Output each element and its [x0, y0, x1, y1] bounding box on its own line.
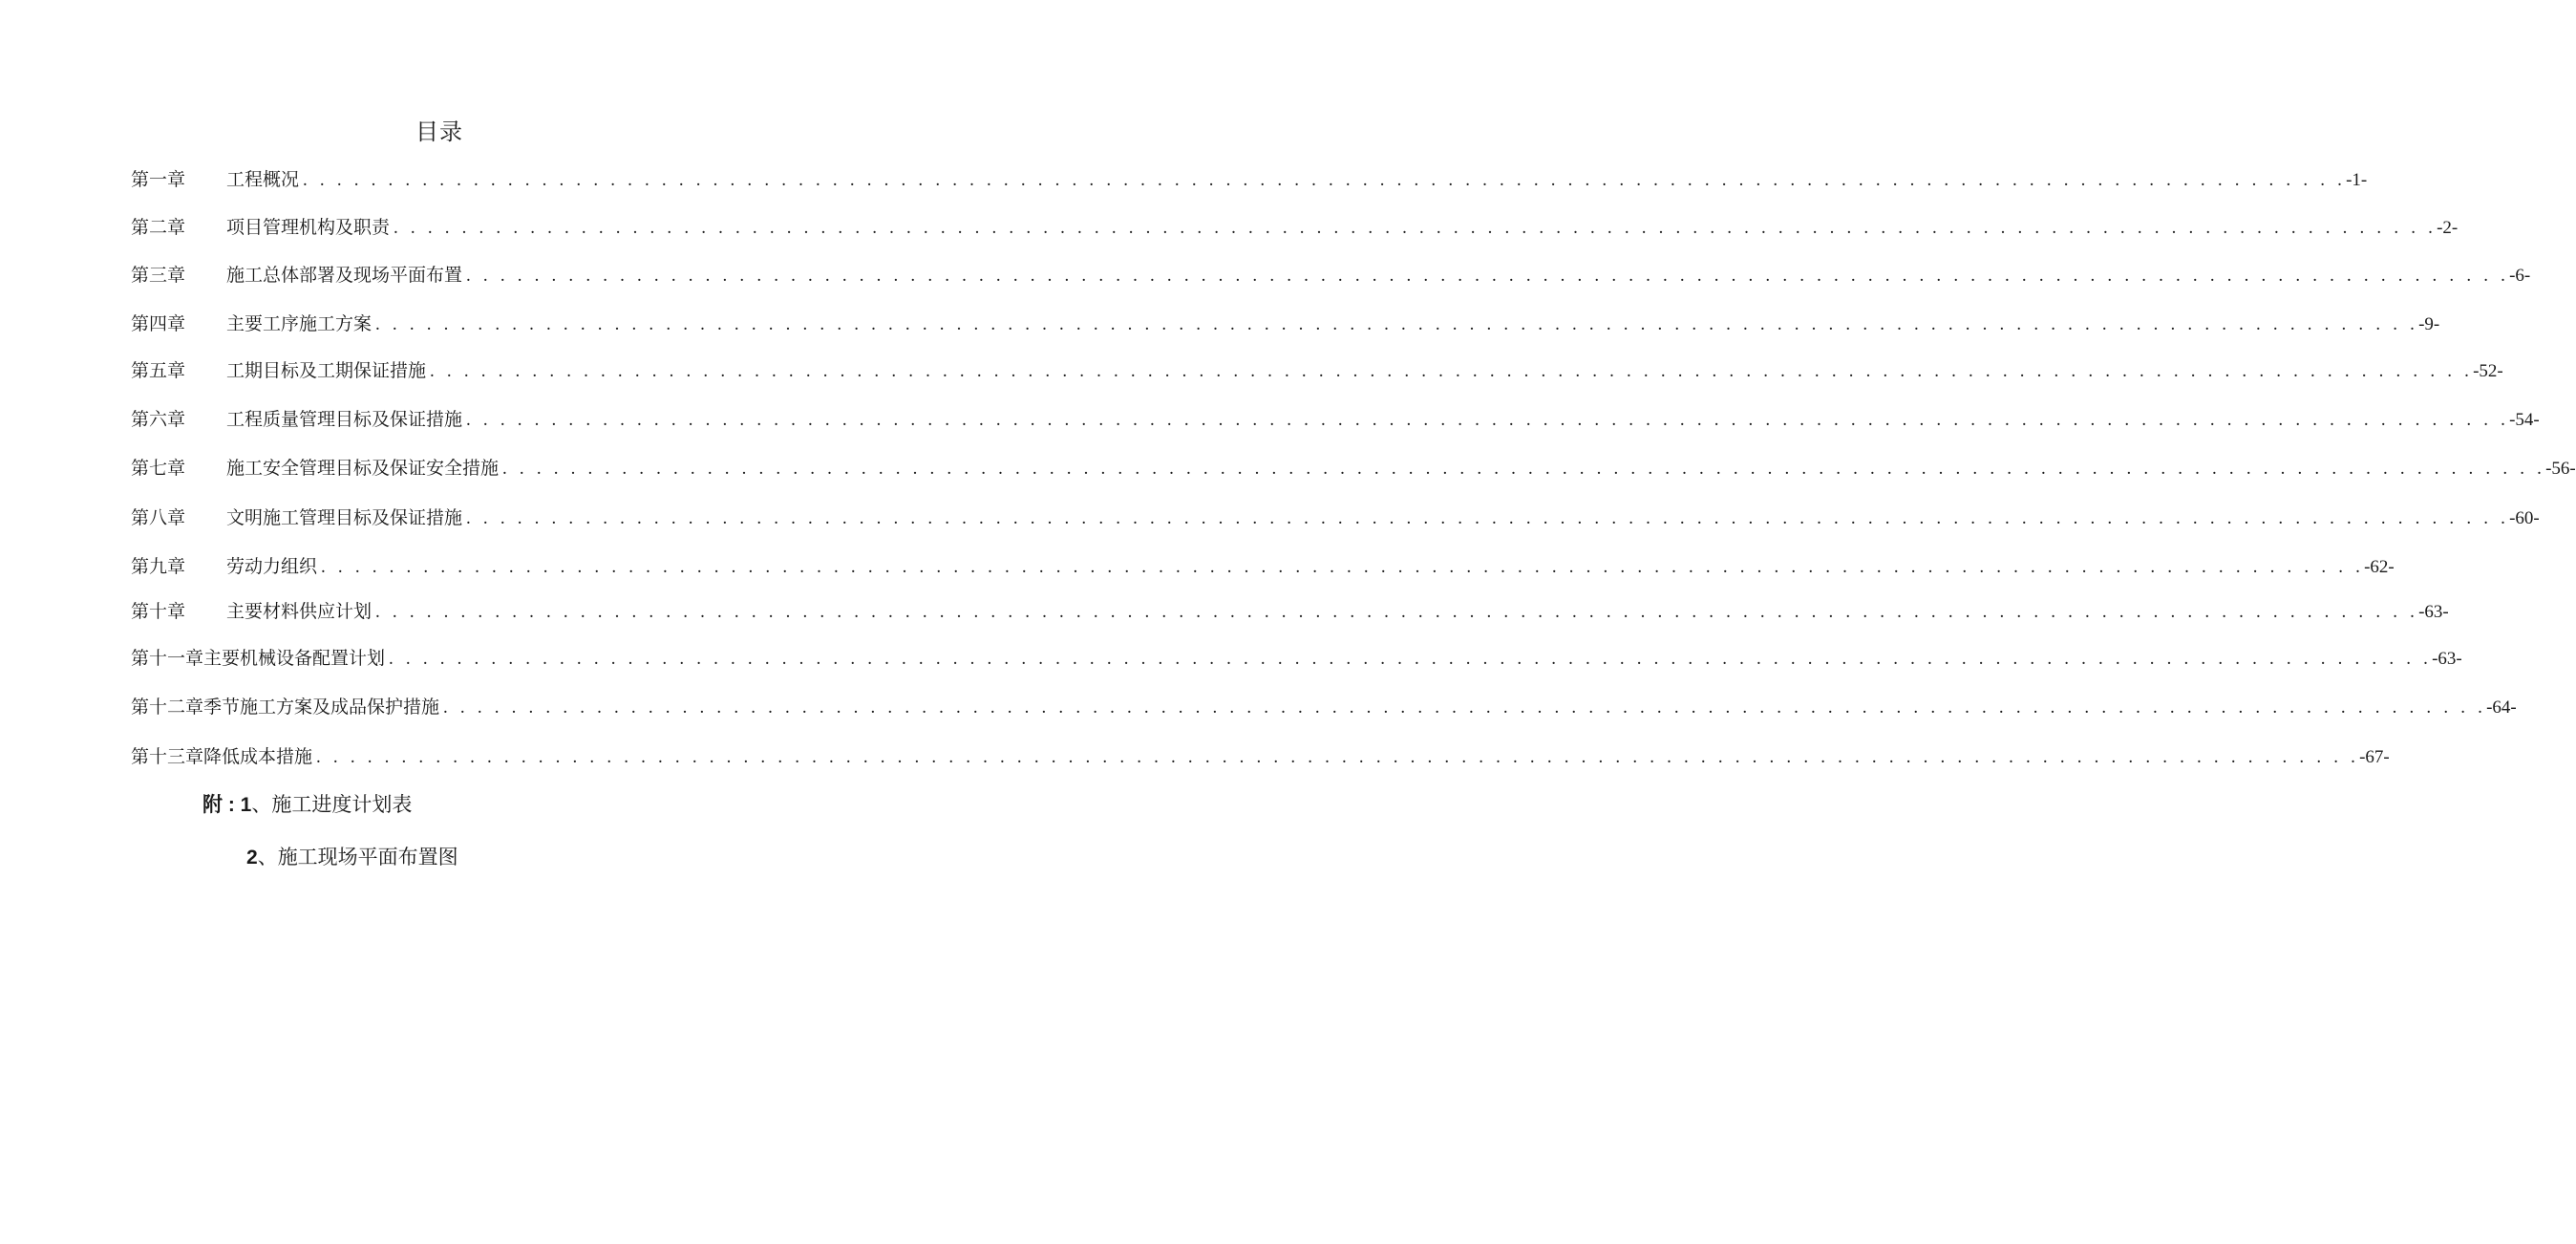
toc-entry — [131, 693, 2517, 721]
toc-page-number: -63- — [2432, 649, 2462, 669]
toc-dot-leader: . . . . . . . . . . . . . . . . . . . . . . . . . . . . . . . . . . . . . . . . . . . . . . . . . . . . . . . . . . . . . . . . . . . . . . . . . . . . . . . . . . . . . . . . . . . . . . . . . . . . . . . . . . . . . . . . . . . . . . . . — [375, 314, 2419, 334]
toc-dot-leader: . . . . . . . . . . . . . . . . . . . . . . . . . . . . . . . . . . . . . . . . . . . . . . . . . . . . . . . . . . . . . . . . . . . . . . . . . . . . . . . . . . . . . . . . . . . . . . . . . . . . . . . . . . . . . . . . . . . . . . . . — [430, 361, 2474, 381]
toc-entry — [131, 742, 2390, 771]
toc-entry — [131, 405, 2540, 434]
toc-heading: 工期目标及工期保证措施 — [226, 360, 427, 381]
toc-chapter-label: 第九章 — [131, 556, 186, 577]
toc-page-number: -67- — [2359, 747, 2390, 767]
toc-page-number: -63- — [2418, 602, 2449, 622]
toc-dot-leader: . . . . . . . . . . . . . . . . . . . . . . . . . . . . . . . . . . . . . . . . . . . . . . . . . . . . . . . . . . . . . . . . . . . . . . . . . . . . . . . . . . . . . . . . . . . . . . . . . . . . . . . . . . . . . . . . . . . . . . . . — [303, 170, 2347, 190]
toc-heading: 季节施工方案及成品保护措施 — [203, 697, 440, 718]
toc-chapter-label: 第四章 — [131, 313, 186, 334]
toc-page-number: -62- — [2364, 557, 2395, 577]
toc-heading: 施工安全管理目标及保证安全措施 — [226, 458, 500, 479]
toc-page-number: -6- — [2509, 266, 2531, 286]
appendix-number: 2 — [246, 847, 258, 869]
toc-chapter-label: 第六章 — [131, 409, 186, 430]
toc-dot-leader: . . . . . . . . . . . . . . . . . . . . . . . . . . . . . . . . . . . . . . . . . . . . . . . . . . . . . . . . . . . . . . . . . . . . . . . . . . . . . . . . . . . . . . . . . . . . . . . . . . . . . . . . . . . . . . . . . . . . . . . . — [502, 459, 2546, 479]
toc-heading: 主要材料供应计划 — [226, 601, 373, 622]
toc-entry — [131, 213, 2459, 242]
appendix-separator: 、 — [257, 846, 278, 869]
toc-entry — [131, 552, 2395, 581]
toc-heading: 文明施工管理目标及保证措施 — [226, 507, 463, 528]
toc-page-number: -1- — [2346, 170, 2368, 190]
toc-heading: 工程质量管理目标及保证措施 — [226, 409, 463, 430]
toc-dot-leader: . . . . . . . . . . . . . . . . . . . . . . . . . . . . . . . . . . . . . . . . . . . . . . . . . . . . . . . . . . . . . . . . . . . . . . . . . . . . . . . . . . . . . . . . . . . . . . . . . . . . . . . . . . . . . . . . . . . . . . . . — [375, 602, 2419, 622]
toc-heading: 工程概况 — [226, 169, 300, 190]
toc-chapter-label: 第一章 — [131, 169, 186, 190]
toc-dot-leader: . . . . . . . . . . . . . . . . . . . . . . . . . . . . . . . . . . . . . . . . . . . . . . . . . . . . . . . . . . . . . . . . . . . . . . . . . . . . . . . . . . . . . . . . . . . . . . . . . . . . . . . . . . . . . . . . . . . . . . . . — [394, 218, 2438, 238]
toc-page-number: -9- — [2418, 314, 2440, 334]
toc-chapter-label: 第七章 — [131, 458, 186, 479]
toc-dot-leader: . . . . . . . . . . . . . . . . . . . . . . . . . . . . . . . . . . . . . . . . . . . . . . . . . . . . . . . . . . . . . . . . . . . . . . . . . . . . . . . . . . . . . . . . . . . . . . . . . . . . . . . . . . . . . . . . . . . . . . . . — [466, 410, 2510, 430]
appendix-item-2 — [246, 842, 458, 873]
toc-entry — [131, 597, 2449, 626]
toc-page-number: -54- — [2509, 410, 2540, 430]
toc-heading: 主要工序施工方案 — [226, 313, 373, 334]
toc-page-number: -56- — [2545, 459, 2576, 479]
toc-page-number: -2- — [2437, 218, 2459, 238]
toc-dot-leader: . . . . . . . . . . . . . . . . . . . . . . . . . . . . . . . . . . . . . . . . . . . . . . . . . . . . . . . . . . . . . . . . . . . . . . . . . . . . . . . . . . . . . . . . . . . . . . . . . . . . . . . . . . . . . . . . . . . . . . . . — [321, 557, 2365, 577]
toc-entry — [131, 165, 2368, 194]
toc-heading: 劳动力组织 — [226, 556, 318, 577]
toc-entry — [131, 504, 2540, 532]
toc-entry — [131, 644, 2462, 673]
appendix-text: 施工现场平面布置图 — [277, 846, 458, 869]
toc-chapter-label: 第十二章 — [131, 697, 204, 718]
toc-heading: 降低成本措施 — [203, 746, 313, 767]
appendix-number: 1 — [240, 794, 252, 816]
toc-page-number: -60- — [2509, 508, 2540, 528]
toc-chapter-label: 第十三章 — [131, 746, 204, 767]
appendix-item-1 — [202, 789, 412, 821]
toc-chapter-label: 第十一章 — [131, 648, 204, 669]
toc-chapter-label: 第三章 — [131, 265, 186, 286]
toc-dot-leader: . . . . . . . . . . . . . . . . . . . . . . . . . . . . . . . . . . . . . . . . . . . . . . . . . . . . . . . . . . . . . . . . . . . . . . . . . . . . . . . . . . . . . . . . . . . . . . . . . . . . . . . . . . . . . . . . . . . . . . . . — [389, 649, 2433, 669]
toc-entry — [131, 310, 2440, 338]
toc-dot-leader: . . . . . . . . . . . . . . . . . . . . . . . . . . . . . . . . . . . . . . . . . . . . . . . . . . . . . . . . . . . . . . . . . . . . . . . . . . . . . . . . . . . . . . . . . . . . . . . . . . . . . . . . . . . . . . . . . . . . . . . . — [443, 697, 2487, 718]
appendix-separator: 、 — [251, 793, 272, 816]
toc-heading: 施工总体部署及现场平面布置 — [226, 265, 463, 286]
toc-title: 目录 — [415, 118, 463, 145]
toc-heading: 项目管理机构及职责 — [226, 217, 391, 238]
toc-entry — [131, 454, 2576, 483]
toc-chapter-label: 第八章 — [131, 507, 186, 528]
toc-page-number: -52- — [2473, 361, 2503, 381]
toc-dot-leader: . . . . . . . . . . . . . . . . . . . . . . . . . . . . . . . . . . . . . . . . . . . . . . . . . . . . . . . . . . . . . . . . . . . . . . . . . . . . . . . . . . . . . . . . . . . . . . . . . . . . . . . . . . . . . . . . . . . . . . . . — [466, 266, 2510, 286]
toc-dot-leader: . . . . . . . . . . . . . . . . . . . . . . . . . . . . . . . . . . . . . . . . . . . . . . . . . . . . . . . . . . . . . . . . . . . . . . . . . . . . . . . . . . . . . . . . . . . . . . . . . . . . . . . . . . . . . . . . . . . . . . . . — [466, 508, 2510, 528]
toc-chapter-label: 第十章 — [131, 601, 186, 622]
toc-entry — [131, 356, 2503, 385]
toc-chapter-label: 第二章 — [131, 217, 186, 238]
appendix-prefix: 附 : — [202, 794, 241, 816]
toc-dot-leader: . . . . . . . . . . . . . . . . . . . . . . . . . . . . . . . . . . . . . . . . . . . . . . . . . . . . . . . . . . . . . . . . . . . . . . . . . . . . . . . . . . . . . . . . . . . . . . . . . . . . . . . . . . . . . . . . . . . . . . . . — [316, 747, 2360, 767]
toc-entry — [131, 261, 2531, 290]
appendix-text: 施工进度计划表 — [271, 793, 413, 816]
toc-chapter-label: 第五章 — [131, 360, 186, 381]
toc-page-number: -64- — [2486, 697, 2517, 718]
toc-heading: 主要机械设备配置计划 — [203, 648, 386, 669]
